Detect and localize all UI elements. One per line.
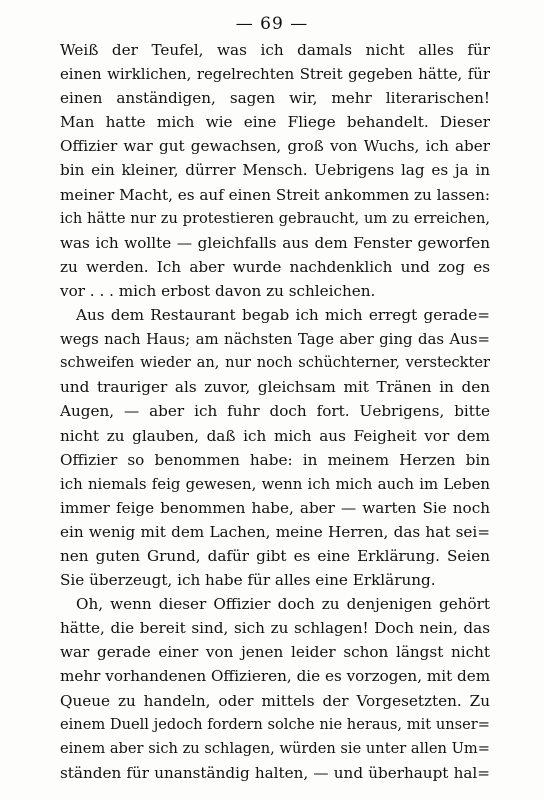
text-line: ein wenig mit dem Lachen, meine Herren, das hat sei=: [60, 522, 490, 541]
text-line: was ich wollte — gleichfalls aus dem Fenster geworfen: [60, 233, 490, 252]
text-line: Augen, — aber ich fuhr doch fort. Uebrigens, bitte: [60, 402, 490, 421]
text-line: hätte, die bereit sind, sich zu schlagen! Doch nein, das: [60, 619, 490, 638]
text-line: ich hätte nur zu protestieren gebraucht, um zu erreichen,: [60, 209, 490, 227]
text-line: vor . . . mich erbost davon zu schleichen.: [60, 281, 376, 300]
text-line: immer feige benommen habe, aber — warten Sie noch: [60, 498, 490, 517]
text-line: Weiß der Teufel, was ich damals nicht alles für: [60, 41, 490, 59]
page-number: — 69 —: [235, 14, 309, 34]
text-line: Oh, wenn dieser Offizier doch zu denjenigen gehört: [76, 595, 490, 614]
text-line: einen anständigen, sagen wir, mehr literarischen!: [60, 89, 490, 108]
text-line: Sie überzeugt, ich habe für alles eine Erklärung.: [60, 571, 436, 590]
text-line: meiner Macht, es auf einen Streit ankommen zu lassen:: [60, 185, 490, 204]
text-line: schweifen wieder an, nur noch schüchterner, versteckter: [60, 354, 490, 372]
text-line: mehr vorhandenen Offizieren, die es vorzogen, mit dem: [60, 667, 491, 686]
text-line: einem aber sich zu schlagen, würden sie unter allen Um=: [60, 739, 490, 757]
text-line: bin ein kleiner, dürrer Mensch. Uebrigens lag es ja in: [60, 161, 490, 180]
text-line: und trauriger als zuvor, gleichsam mit Tränen in den: [60, 378, 490, 397]
text-line: Man hatte mich wie eine Fliege behandelt. Dieser: [60, 113, 490, 132]
text-line: ständen für unanständig halten, — und überhaupt hal=: [60, 763, 490, 782]
text-line: war gerade einer von jenen leider schon längst nicht: [60, 643, 490, 662]
text-line: Offizier war gut gewachsen, groß von Wuchs, ich aber: [60, 137, 490, 156]
body-text: [60, 38, 490, 785]
text-line: Offizier so benommen habe: in meinem Herzen bin: [60, 450, 490, 469]
text-line: ich niemals feig gewesen, wenn ich mich auch im Leben: [60, 474, 490, 493]
text-line: nen guten Grund, dafür gibt es eine Erklärung. Seien: [60, 546, 490, 565]
text-line: zu werden. Ich aber wurde nachdenklich und zog es: [60, 257, 490, 276]
text-line: Queue zu handeln, oder mittels der Vorgesetzten. Zu: [60, 691, 490, 710]
text-line: einen wirklichen, regelrechten Streit gegeben hätte, für: [60, 65, 490, 84]
text-line: nicht zu glauben, daß ich mich aus Feigheit vor dem: [60, 426, 490, 445]
text-line: Aus dem Restaurant begab ich mich erregt gerade=: [76, 306, 490, 325]
text-line: wegs nach Haus; am nächsten Tage aber ging das Aus=: [60, 330, 490, 349]
text-line: einem Duell jedoch fordern solche nie heraus, mit unser=: [60, 715, 490, 733]
